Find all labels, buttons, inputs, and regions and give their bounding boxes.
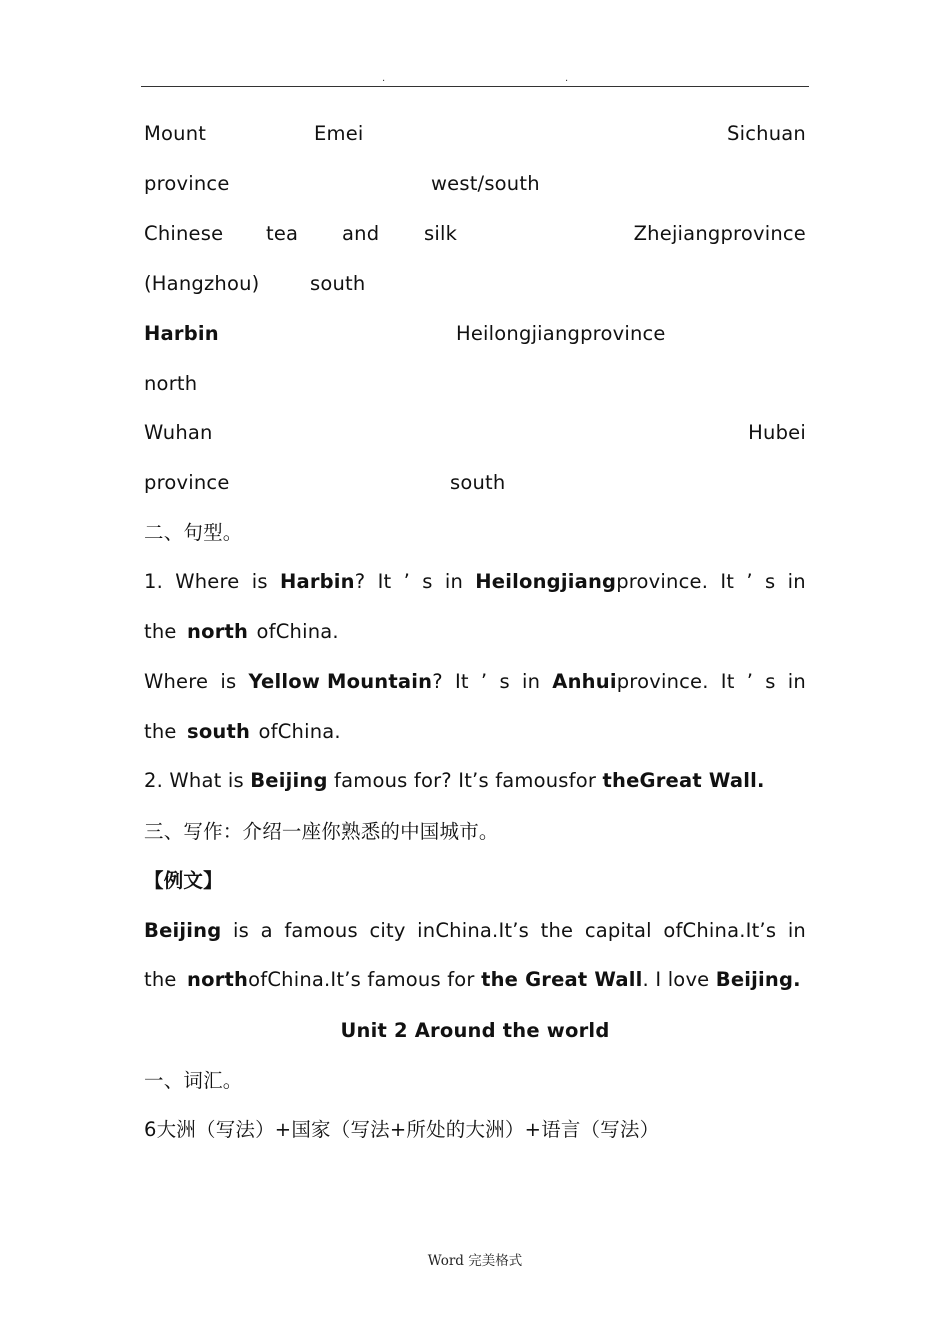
example-label: 【例文】 bbox=[144, 869, 223, 892]
word: province. bbox=[616, 570, 709, 593]
word: the bbox=[540, 919, 574, 942]
word: in bbox=[787, 670, 806, 693]
cell: Heilongjiangprovince bbox=[456, 322, 666, 345]
cell: Sichuan bbox=[727, 122, 806, 145]
cell: Zhejiangprovince bbox=[633, 222, 806, 245]
word: Yellow Mountain bbox=[248, 670, 433, 693]
word: ’ bbox=[403, 570, 410, 593]
cell: Emei bbox=[314, 122, 364, 145]
section-heading: 三、写作：介绍一座你熟悉的中国城市。 bbox=[144, 820, 499, 843]
word: north bbox=[187, 968, 249, 991]
cell: south bbox=[450, 471, 506, 494]
word: the Great Wall bbox=[481, 968, 643, 991]
cell: tea bbox=[266, 222, 299, 245]
cell: province bbox=[144, 172, 230, 195]
word: It bbox=[454, 670, 469, 693]
cell: (Hangzhou) bbox=[144, 272, 260, 295]
cell: province bbox=[144, 471, 230, 494]
word: south bbox=[187, 720, 251, 743]
word: a bbox=[260, 919, 273, 942]
word: in bbox=[521, 670, 541, 693]
header-dot: . bbox=[565, 73, 569, 84]
example-paragraph-line-2 bbox=[144, 967, 806, 993]
word: s bbox=[765, 570, 776, 593]
word: in bbox=[787, 919, 806, 942]
word: is bbox=[220, 670, 237, 693]
vocab-item: 6大洲（写法）+国家（写法+所处的大洲）+语言（写法） bbox=[144, 1118, 660, 1141]
word: Heilongjiang bbox=[475, 570, 617, 593]
word: the bbox=[144, 968, 177, 991]
word: in bbox=[787, 570, 806, 593]
word: the bbox=[144, 620, 177, 643]
word: ? bbox=[354, 570, 366, 593]
word: province. bbox=[616, 670, 709, 693]
word: theGreat Wall. bbox=[602, 769, 765, 792]
word: 1. bbox=[144, 570, 164, 593]
sentence-1 bbox=[144, 569, 806, 595]
word: north bbox=[187, 620, 249, 643]
section-heading: 二、句型。 bbox=[144, 521, 243, 544]
word: It bbox=[720, 670, 735, 693]
word: Beijing bbox=[144, 919, 222, 942]
cell: south bbox=[310, 272, 366, 295]
cell: Chinese bbox=[144, 222, 224, 245]
cell: Harbin bbox=[144, 322, 219, 345]
sentence-2-continued bbox=[144, 719, 806, 745]
word: It bbox=[377, 570, 392, 593]
word: ofChina. bbox=[256, 620, 339, 643]
word: city bbox=[369, 919, 406, 942]
word: ’ bbox=[746, 670, 754, 693]
unit-title: Unit 2 Around the world bbox=[340, 1019, 610, 1042]
word: ’ bbox=[746, 570, 753, 593]
word: s bbox=[422, 570, 433, 593]
sentence-1-continued bbox=[144, 619, 806, 645]
word: Harbin bbox=[279, 570, 355, 593]
word: s bbox=[765, 670, 776, 693]
sentence-2 bbox=[144, 669, 806, 695]
header-rule bbox=[141, 86, 809, 87]
word: famous for? It’s famousfor bbox=[334, 769, 597, 792]
word: It bbox=[720, 570, 735, 593]
word: ofChina.It’s bbox=[663, 919, 777, 942]
word: inChina.It’s bbox=[417, 919, 530, 942]
cell: north bbox=[144, 372, 198, 395]
cell: Mount bbox=[144, 122, 207, 145]
word: famous bbox=[284, 919, 358, 942]
word: ? bbox=[432, 670, 443, 693]
word: ofChina. bbox=[258, 720, 341, 743]
word: is bbox=[233, 919, 249, 942]
cell: Hubei bbox=[748, 421, 806, 444]
word: Where bbox=[175, 570, 240, 593]
word: the bbox=[144, 720, 177, 743]
word: s bbox=[499, 670, 510, 693]
cell: Wuhan bbox=[144, 421, 213, 444]
footer-text: Word 完美格式 bbox=[427, 1253, 523, 1269]
section-heading: 一、词汇。 bbox=[144, 1069, 243, 1092]
word: Where bbox=[144, 670, 209, 693]
cell: silk bbox=[424, 222, 458, 245]
word: Anhui bbox=[552, 670, 617, 693]
word: capital bbox=[584, 919, 652, 942]
word: ’ bbox=[480, 670, 488, 693]
word: is bbox=[251, 570, 268, 593]
header-dot: . bbox=[382, 73, 386, 84]
word: ofChina.It’s famous for bbox=[248, 968, 475, 991]
cell: west/south bbox=[431, 172, 540, 195]
word: in bbox=[444, 570, 464, 593]
word: 2. What is bbox=[144, 769, 244, 792]
word: Beijing bbox=[250, 769, 328, 792]
sentence-3 bbox=[144, 768, 806, 794]
word: Beijing. bbox=[715, 968, 801, 991]
example-paragraph-line-1 bbox=[144, 918, 806, 944]
word: . I love bbox=[642, 968, 710, 991]
cell: and bbox=[342, 222, 380, 245]
